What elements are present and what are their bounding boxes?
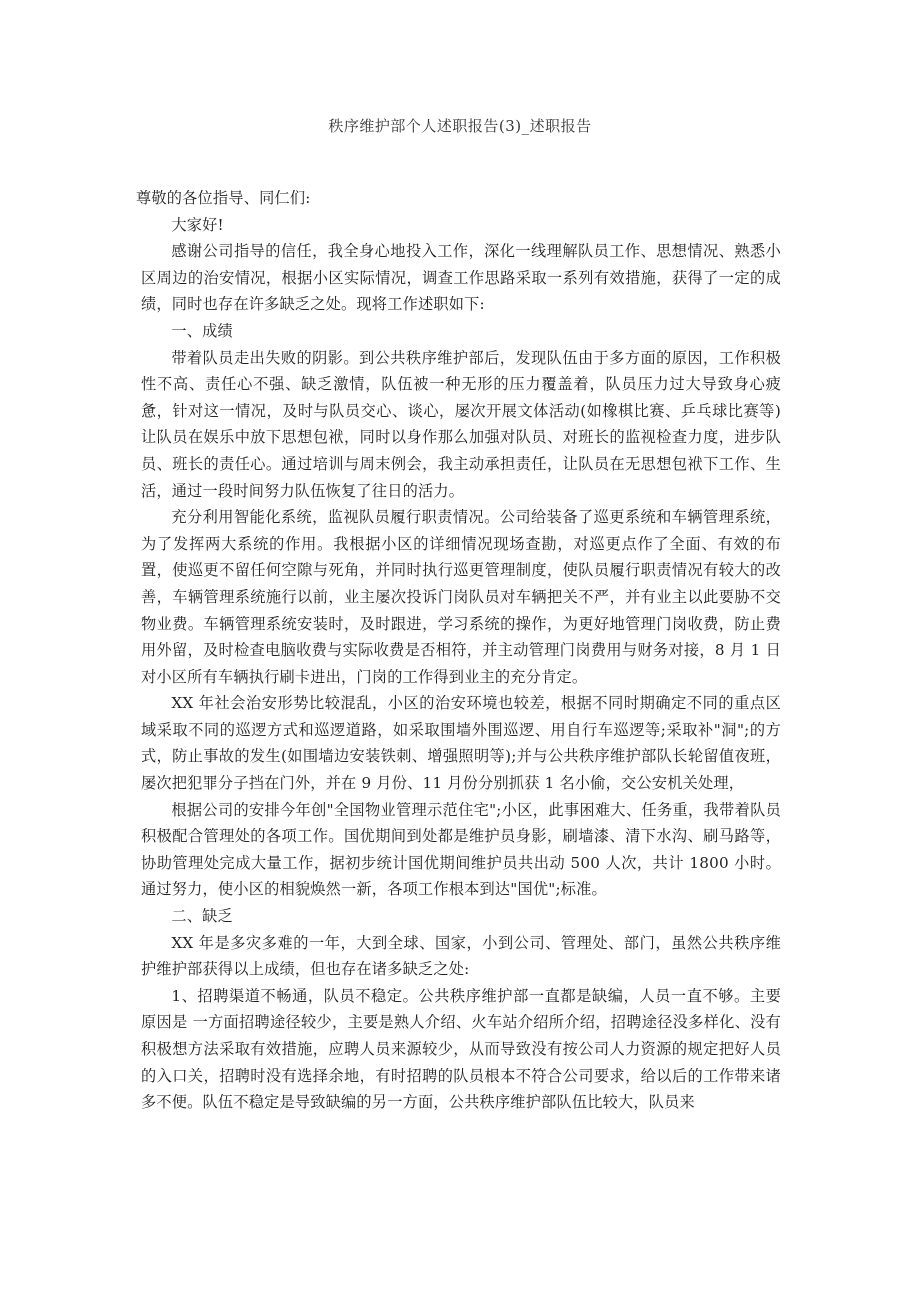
paragraph: XX 年是多灾多难的一年，大到全球、国家，小到公司、管理处、部门，虽然公共秩序维护维护部获得以上成绩，但也存在诸多缺乏之处:: [141, 933, 781, 979]
paragraph: 根据公司的安排今年创"全国物业管理示范住宅";小区，此事困难大、任务重，我带着队员积极配合管理处的各项工作。国优期间到处都是维护员身影，刷墙漆、清下水沟、刷马路等，协助管理处完成大量工作，据初步统计国优期间维护员共出动 500 人次，共计 1800 小时。通过努力，使小区的相貌焕然一新，各项工作根本到达"国优";标准。: [141, 800, 781, 899]
paragraph: XX 年社会治安形势比较混乱，小区的治安环境也较差，根据不同时期确定不同的重点区域采取不同的巡逻方式和巡逻道路，如采取围墙外围巡逻、用自行车巡逻等;采取补"洞";的方式，防止事故的发生(如围墙边安装铁刺、增强照明等);并与公共秩序维护部队长轮留值夜班，屡次把犯罪分子挡在门外，并在 9 月份、11 月份分别抓获 1 名小偷，交公安机关处理，: [141, 694, 781, 793]
greeting: 大家好!: [171, 215, 224, 234]
paragraph: 1、招聘渠道不畅通，队员不稳定。公共秩序维护部一直都是缺编，人员一直不够。主要原因是 一方面招聘途径较少，主要是熟人介绍、火车站介绍所介绍，招聘途径没多样化、没有积极想方法采取有效措施，应聘人员来源较少，从而导致没有按公司人力资源的规定把好人员的入口关，招聘时没有选择余地，有时招聘的队员根本不符合公司要求，给以后的工作带来诸多不便。队伍不稳定是导致缺编的另一方面，公共秩序维护部队伍比较大，队员来: [141, 986, 781, 1112]
paragraph: 充分利用智能化系统，监视队员履行职责情况。公司给装备了巡更系统和车辆管理系统，为了发挥两大系统的作用。我根据小区的详细情况现场查勘，对巡更点作了全面、有效的布置，使巡更不留任何空隙与死角，并同时执行巡更管理制度，使队员履行职责情况有较大的改善，车辆管理系统施行以前，业主屡次投诉门岗队员对车辆把关不严，并有业主以此要胁不交物业费。车辆管理系统安装时，及时跟进，学习系统的操作，为更好地管理门岗收费，防止费用外留，及时检查电脑收费与实际收费是否相符，并主动管理门岗费用与财务对接，8 月 1 日对小区所有车辆执行刷卡进出，门岗的工作得到业主的充分肯定。: [141, 508, 781, 686]
paragraph: 带着队员走出失败的阴影。到公共秩序维护部后，发现队伍由于多方面的原因，工作积极性不高、责任心不强、缺乏激情，队伍被一种无形的压力覆盖着，队员压力过大导致身心疲惫，针对这一情况，及时与队员交心、谈心，屡次开展文体活动(如橡棋比赛、乒乓球比赛等)让队员在娱乐中放下思想包袱，同时以身作那么加强对队员、对班长的监视检查力度，进步队员、班长的责任心。通过培训与周末例会，我主动承担责任，让队员在无思想包袱下工作、生活，通过一段时间努力队伍恢复了往日的活力。: [141, 348, 781, 500]
intro-paragraph: 感谢公司指导的信任，我全身心地投入工作，深化一线理解队员工作、思想情况、熟悉小区周边的治安情况，根据小区实际情况，调查工作思路采取一系列有效措施，获得了一定的成绩，同时也存在许多缺乏之处。现将工作述职如下:: [141, 242, 781, 314]
document-title: 秩序维护部个人述职报告(3)_述职报告: [328, 117, 592, 135]
document-body: [136, 185, 781, 1116]
section-heading-shortcomings: 二、缺乏: [171, 907, 233, 926]
section-heading-achievements: 一、成绩: [171, 321, 233, 340]
salutation: 尊敬的各位指导、同仁们:: [136, 189, 311, 207]
